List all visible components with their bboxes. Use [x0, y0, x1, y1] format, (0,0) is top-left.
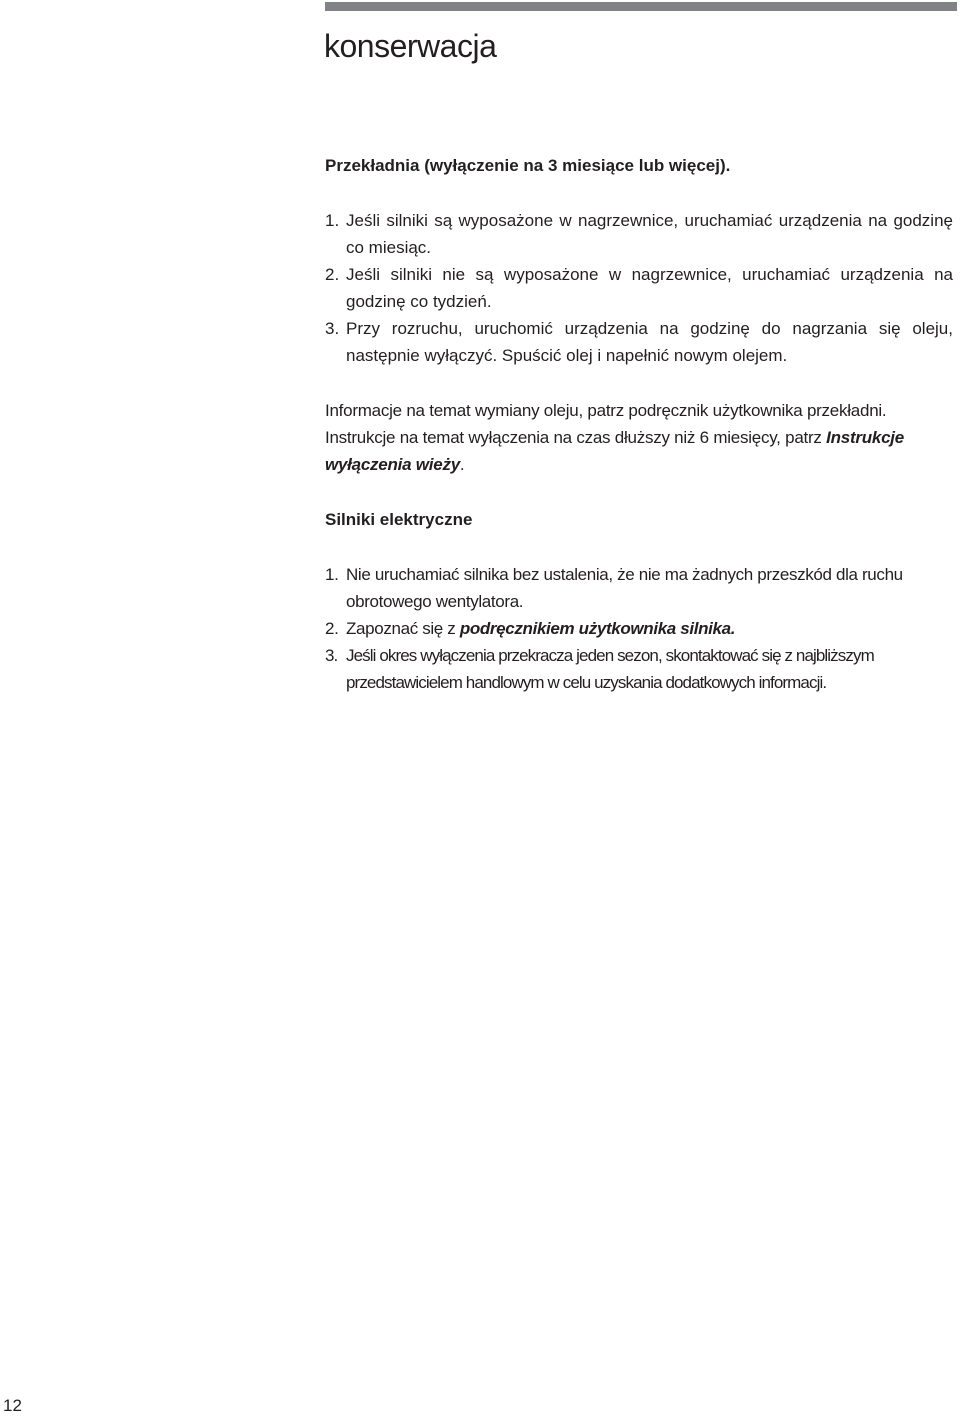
list-item	[325, 615, 953, 642]
shutdown-note	[325, 424, 953, 478]
section-heading-motors: Silniki elektryczne	[325, 510, 473, 529]
shutdown-note-end: .	[459, 455, 465, 474]
list-item	[325, 207, 953, 261]
page-content	[325, 152, 953, 696]
list-item-number: 3.	[325, 646, 338, 665]
section-heading-gearbox: Przekładnia (wyłączenie na 3 miesiące lub więcej).	[325, 156, 731, 175]
tower-shutdown-reference: Instrukcje wyłączenia wieży	[325, 428, 904, 474]
list-item-text: Jeśli okres wyłączenia przekracza jeden sezon, skontaktować się z najbliższym przedstawicielem handlowym w celu uzyskania dodatkowych informacji.	[346, 646, 874, 692]
list-item	[325, 561, 953, 615]
list-item-number: 3.	[325, 319, 340, 338]
motors-steps-list	[325, 561, 953, 696]
page-title: konserwacja	[324, 28, 497, 64]
list-item-text: Nie uruchamiać silnika bez ustalenia, że nie ma żadnych przeszkód dla ruchu obrotowego wentylatora.	[346, 565, 903, 611]
gearbox-steps-list	[325, 207, 953, 369]
motor-manual-reference: podręcznikiem użytkownika silnika.	[459, 619, 736, 638]
list-item	[325, 315, 953, 369]
list-item-number: 1.	[325, 211, 340, 230]
page-number: 12	[3, 1396, 22, 1415]
list-item-text: Przy rozruchu, uruchomić urządzenia na godzinę do nagrzania się oleju, następnie wyłączyć. Spuścić olej i napełnić nowym olejem.	[346, 319, 953, 365]
list-item-text: Zapoznać się z	[346, 619, 460, 638]
list-item-number: 2.	[325, 265, 340, 284]
list-item-number: 2.	[325, 619, 339, 638]
list-item-text: Jeśli silniki są wyposażone w nagrzewnice, uruchamiać urządzenia na godzinę co miesiąc.	[346, 211, 953, 257]
list-item	[325, 642, 953, 696]
header-rule	[325, 2, 957, 11]
gearbox-notes	[325, 397, 953, 478]
list-item	[325, 261, 953, 315]
oil-change-note: Informacje na temat wymiany oleju, patrz podręcznik użytkownika przekładni.	[325, 401, 887, 420]
list-item-text: Jeśli silniki nie są wyposażone w nagrzewnice, uruchamiać urządzenia na godzinę co tydzień.	[346, 265, 953, 311]
shutdown-note-text: Instrukcje na temat wyłączenia na czas dłuższy niż 6 miesięcy, patrz	[325, 428, 827, 447]
list-item-number: 1.	[325, 565, 339, 584]
